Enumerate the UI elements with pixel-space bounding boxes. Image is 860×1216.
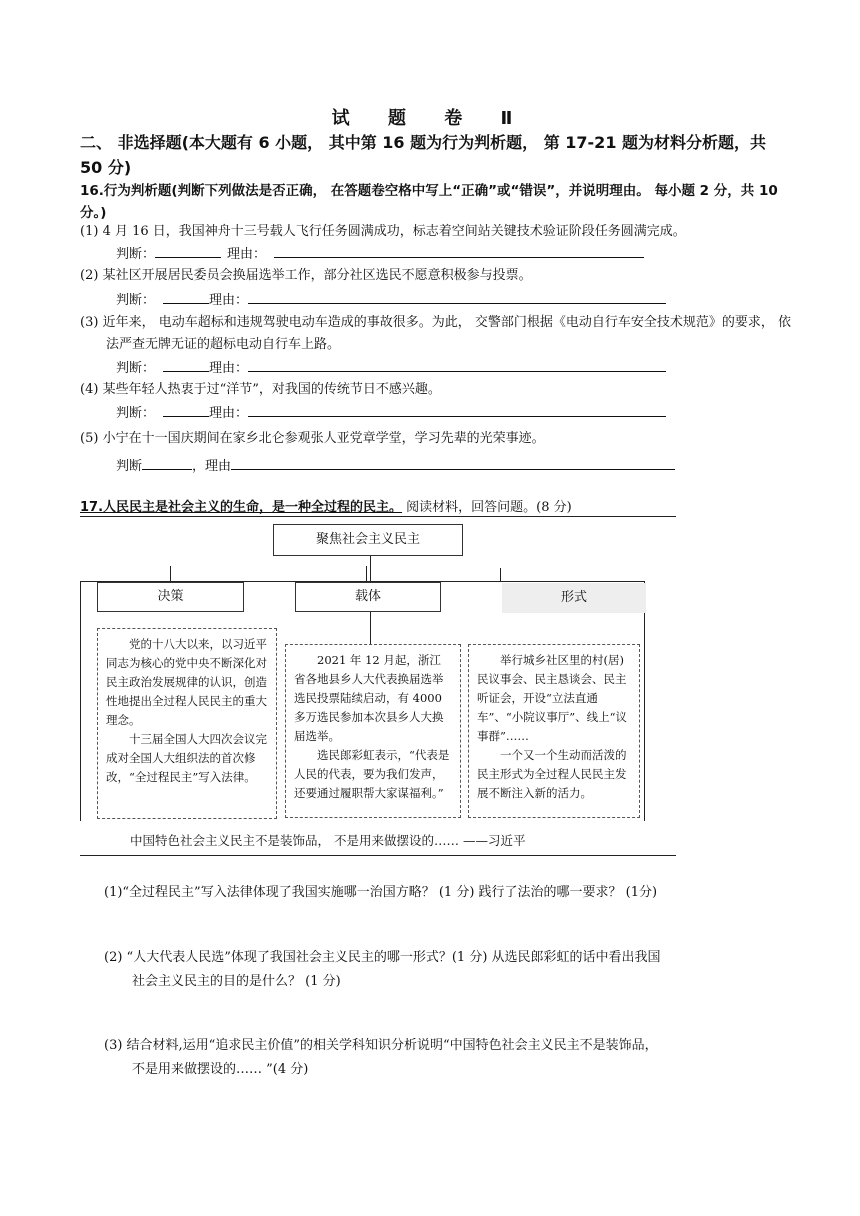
item-text: 某些年轻人热衷于过“洋节”，对我国的传统节日不感兴趣。	[102, 382, 441, 397]
reason-label: 理由：	[209, 293, 249, 308]
material-box-decision	[97, 628, 277, 819]
judge-label: 判断：	[116, 247, 156, 262]
xi-quote: 中国特色社会主义民主不是装饰品， 不是用来做摆设的…… ——习近平	[130, 833, 526, 848]
material-paragraph: 党的十八大以来，以习近平同志为核心的党中央不断深化对民主政治发展规律的认识，创造性地提出全过程人民民主的重大理念。	[106, 637, 267, 727]
reason-label: ，理由	[192, 459, 232, 474]
reason-label: 理由：	[209, 361, 249, 376]
q16-header: 16.行为判析题(判断下列做法是否正确， 在答题卷空格中写上“正确”或“错误”，并说明理由。 每小题 2 分，共 10 分。)	[80, 183, 778, 221]
judge-label: 判断	[116, 459, 143, 474]
q16-item-1	[80, 221, 792, 243]
q16-item-2	[80, 265, 792, 287]
reason-blank[interactable]	[248, 357, 666, 372]
branch-stem-1	[170, 566, 171, 582]
reason-blank[interactable]	[231, 455, 675, 470]
item-number: (4)	[80, 382, 99, 397]
q16-item-3	[80, 312, 792, 356]
diagram-bottom-rule	[80, 855, 676, 856]
judge-blank[interactable]	[142, 455, 192, 470]
subquestion-line: 不是用来做摆设的…… ”(4 分)	[132, 1062, 309, 1077]
branch-box-decision: 决策	[97, 582, 244, 612]
item-text: 4 月 16 日，我国神舟十三号载人飞行任务圆满成功，标志着空间站关键技术验证阶段任务圆满完成。	[102, 224, 686, 239]
q16-item-4	[80, 379, 792, 401]
q17-subquestion-2	[104, 946, 794, 994]
judge-label: 判断：	[116, 406, 156, 421]
reason-blank[interactable]	[248, 402, 666, 417]
page-title: 试 题 卷 Ⅱ	[331, 108, 529, 129]
root-box: 聚焦社会主义民主	[273, 524, 463, 556]
reason-label: 理由：	[209, 406, 249, 421]
q17-header-bold: 17.人民民主是社会主义的生命，是一种全过程的民主。	[80, 500, 403, 515]
q17-subquestion-1	[104, 881, 794, 905]
subquestion-line: (1)“全过程民主”写入法律体现了我国实施哪一治国方略？ (1 分) 践行了法治的哪一要求？ (1分)	[104, 885, 658, 900]
item-text: 小宁在十一国庆期间在家乡北仑参观张人亚党章学堂，学习先辈的光荣事迹。	[102, 431, 545, 446]
subquestion-line: (2) “人大代表人民选”体现了我国社会主义民主的哪一形式？(1 分) 从选民郎彩虹的话中看出我国	[104, 950, 661, 965]
judge-label: 判断：	[116, 361, 156, 376]
root-stem	[370, 555, 371, 581]
section-header: 二、 非选择题(本大题有 6 小题， 其中第 16 题为行为判析题， 第 17-21 题为材料分析题，共 50 分)	[80, 133, 767, 177]
q16-answer-3	[116, 357, 666, 379]
judge-blank[interactable]	[155, 243, 221, 258]
q17-header	[80, 498, 572, 518]
material-paragraph: 一个又一个生动而活泼的民主形式为全过程人民民主发展不断注入新的活力。	[477, 748, 627, 800]
q16-answer-4	[116, 402, 666, 424]
material-paragraph: 2021 年 12 月起，浙江省各地县乡人大代表换届选举选民投票陆续启动，有 4000 多万选民参加本次县乡人大换届选举。	[294, 653, 444, 743]
carrier-stem	[370, 610, 371, 644]
item-number: (2)	[80, 268, 99, 283]
material-paragraph: 十三届全国人大四次会议完成对全国人大组织法的首次修改，“全过程民主”写入法律。	[106, 732, 267, 784]
reason-blank[interactable]	[248, 289, 666, 304]
left-frame	[80, 581, 81, 821]
judge-blank[interactable]	[163, 402, 209, 417]
q16-answer-2	[116, 289, 666, 311]
reason-blank[interactable]	[274, 243, 644, 258]
subquestion-line: (3) 结合材料,运用“追求民主价值”的相关学科知识分析说明“中国特色社会主义民主不是装饰品，	[104, 1038, 658, 1053]
item-number: (1)	[80, 224, 99, 239]
branch-hook-3	[500, 568, 501, 582]
reason-label: 理由：	[227, 247, 267, 262]
judge-blank[interactable]	[163, 289, 209, 304]
branch-stem-2	[366, 566, 367, 582]
q16-answer-1	[116, 243, 644, 265]
judge-blank[interactable]	[163, 357, 209, 372]
right-frame	[644, 581, 645, 821]
subquestion-line: 社会主义民主的目的是什么？ (1 分)	[132, 974, 341, 989]
item-text: 某社区开展居民委员会换届选举工作，部分社区选民不愿意积极参与投票。	[102, 268, 532, 283]
q16-item-5	[80, 428, 792, 450]
q17-header-rest: 阅读材料，回答问题。(8 分)	[402, 500, 572, 515]
branch-box-carrier: 载体	[295, 582, 441, 612]
material-paragraph: 举行城乡社区里的村(居)民议事会、民主恳谈会、民主听证会，开设“立法直通车”、“小院议事厅”、线上“议事群”……	[477, 653, 628, 743]
item-number: (5)	[80, 431, 99, 446]
item-number: (3)	[80, 315, 99, 330]
diagram-top-rule	[80, 516, 676, 517]
judge-label: 判断：	[116, 293, 156, 308]
q16-answer-5	[116, 455, 675, 477]
material-paragraph: 选民郎彩虹表示，“代表是人民的代表，要为我们发声，还要通过履职帮大家谋福利。”	[294, 748, 450, 800]
item-text: 近年来， 电动车超标和违规驾驶电动车造成的事故很多。为此， 交警部门根据《电动自行车安全技术规范》的要求， 依法严查无牌无证的超标电动自行车上路。	[102, 315, 791, 352]
branch-box-form: 形式	[502, 583, 646, 613]
material-box-form	[468, 644, 640, 818]
material-box-carrier	[285, 644, 461, 818]
q17-subquestion-3	[104, 1034, 794, 1082]
